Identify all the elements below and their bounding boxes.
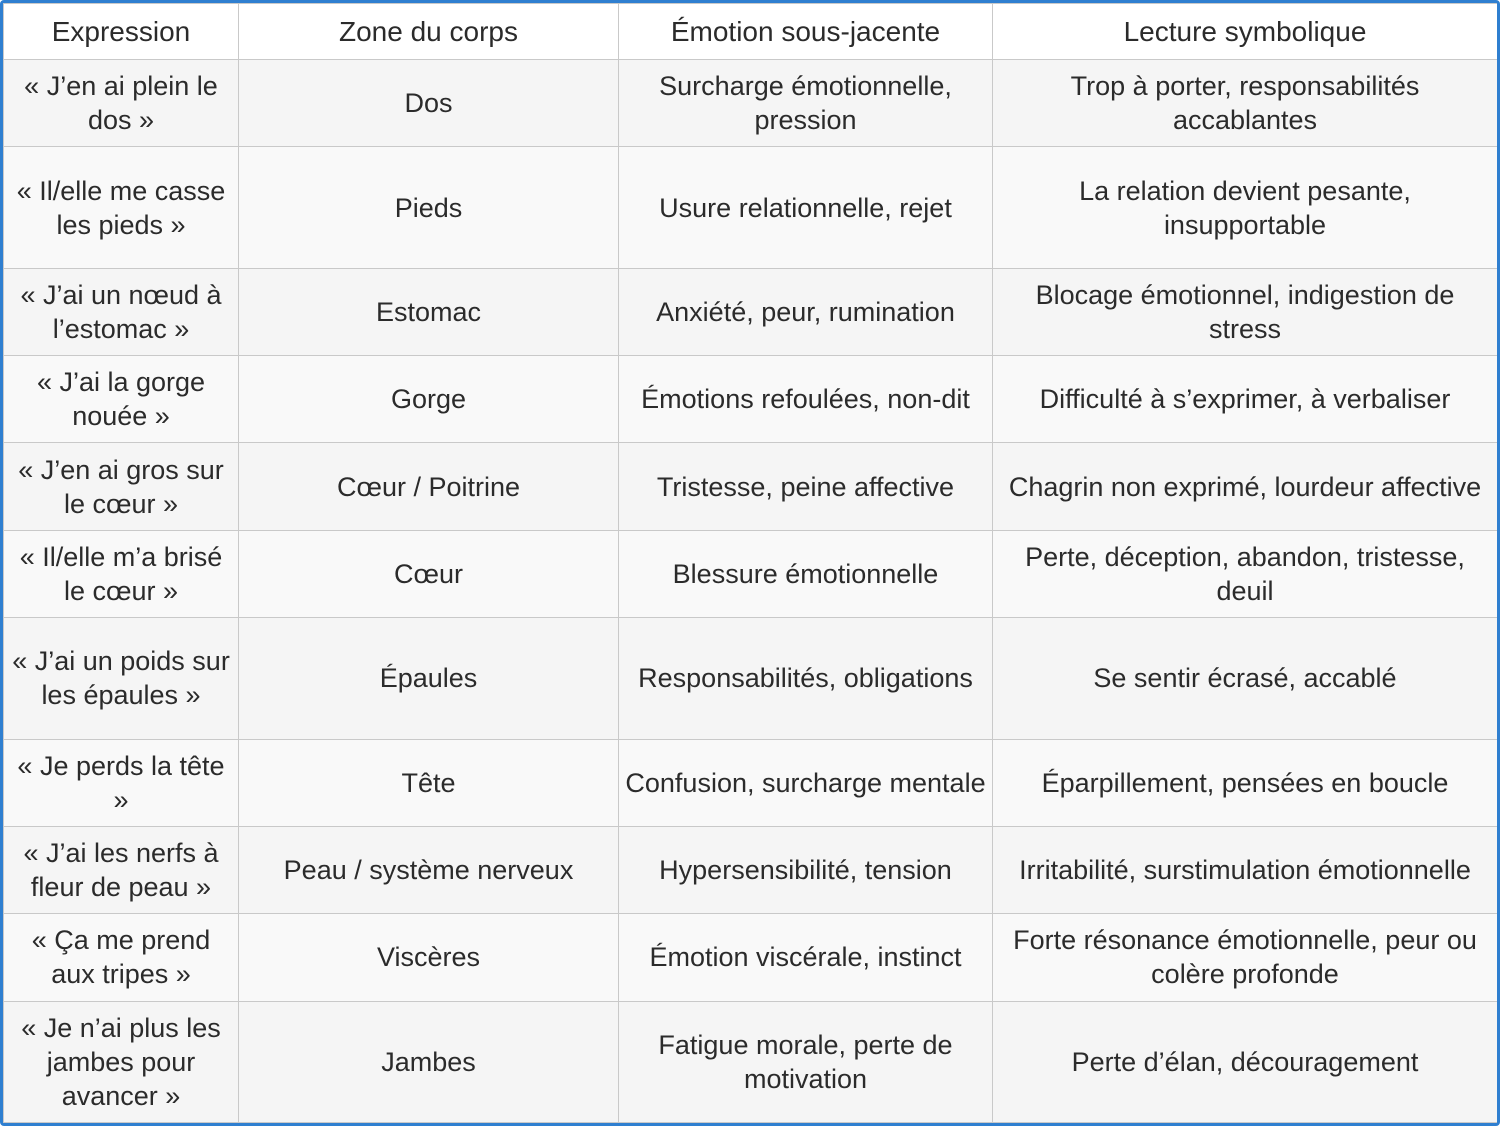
cell-expression: « J’en ai gros sur le cœur » [4, 443, 239, 530]
cell-emotion: Surcharge émotionnelle, pression [619, 60, 993, 147]
header-emotion-sous-jacente: Émotion sous-jacente [619, 4, 993, 60]
cell-lecture: Forte résonance émotionnelle, peur ou colère profonde [993, 914, 1498, 1001]
cell-expression: « J’ai les nerfs à fleur de peau » [4, 826, 239, 913]
cell-zone: Tête [239, 739, 619, 826]
cell-lecture: Trop à porter, responsabilités accablantes [993, 60, 1498, 147]
cell-expression: « Je perds la tête » [4, 739, 239, 826]
header-zone-du-corps: Zone du corps [239, 4, 619, 60]
cell-emotion: Fatigue morale, perte de motivation [619, 1001, 993, 1122]
cell-lecture: La relation devient pesante, insupportable [993, 147, 1498, 268]
cell-emotion: Émotion viscérale, instinct [619, 914, 993, 1001]
cell-emotion: Hypersensibilité, tension [619, 826, 993, 913]
table-row [4, 826, 1498, 913]
cell-emotion: Usure relationnelle, rejet [619, 147, 993, 268]
cell-zone: Estomac [239, 268, 619, 355]
cell-emotion: Anxiété, peur, rumination [619, 268, 993, 355]
cell-zone: Cœur [239, 530, 619, 617]
table-row [4, 443, 1498, 530]
cell-zone: Cœur / Poitrine [239, 443, 619, 530]
header-expression: Expression [4, 4, 239, 60]
cell-lecture: Perte d’élan, découragement [993, 1001, 1498, 1122]
table-row [4, 914, 1498, 1001]
table-row [4, 530, 1498, 617]
cell-expression: « J’ai un poids sur les épaules » [4, 618, 239, 739]
cell-lecture: Se sentir écrasé, accablé [993, 618, 1498, 739]
cell-expression: « Il/elle m’a brisé le cœur » [4, 530, 239, 617]
cell-lecture: Difficulté à s’exprimer, à verbaliser [993, 356, 1498, 443]
cell-zone: Pieds [239, 147, 619, 268]
cell-emotion: Tristesse, peine affective [619, 443, 993, 530]
table-row [4, 618, 1498, 739]
cell-zone: Peau / système nerveux [239, 826, 619, 913]
cell-expression: « J’ai la gorge nouée » [4, 356, 239, 443]
table-row [4, 356, 1498, 443]
table-row [4, 268, 1498, 355]
cell-expression: « Je n’ai plus les jambes pour avancer » [4, 1001, 239, 1122]
header-row [4, 4, 1498, 60]
table-row [4, 60, 1498, 147]
cell-lecture: Blocage émotionnel, indigestion de stress [993, 268, 1498, 355]
cell-expression: « J’ai un nœud à l’estomac » [4, 268, 239, 355]
table-row [4, 739, 1498, 826]
cell-lecture: Éparpillement, pensées en boucle [993, 739, 1498, 826]
table-row [4, 147, 1498, 268]
cell-expression: « Il/elle me casse les pieds » [4, 147, 239, 268]
cell-emotion: Responsabilités, obligations [619, 618, 993, 739]
expressions-table [3, 3, 1498, 1123]
cell-zone: Dos [239, 60, 619, 147]
cell-lecture: Perte, déception, abandon, tristesse, deuil [993, 530, 1498, 617]
cell-expression: « Ça me prend aux tripes » [4, 914, 239, 1001]
table-row [4, 1001, 1498, 1122]
cell-emotion: Émotions refoulées, non-dit [619, 356, 993, 443]
cell-zone: Jambes [239, 1001, 619, 1122]
cell-zone: Gorge [239, 356, 619, 443]
header-lecture-symbolique: Lecture symbolique [993, 4, 1498, 60]
cell-lecture: Chagrin non exprimé, lourdeur affective [993, 443, 1498, 530]
cell-emotion: Blessure émotionnelle [619, 530, 993, 617]
cell-zone: Épaules [239, 618, 619, 739]
cell-zone: Viscères [239, 914, 619, 1001]
cell-expression: « J’en ai plein le dos » [4, 60, 239, 147]
cell-lecture: Irritabilité, surstimulation émotionnelle [993, 826, 1498, 913]
cell-emotion: Confusion, surcharge mentale [619, 739, 993, 826]
